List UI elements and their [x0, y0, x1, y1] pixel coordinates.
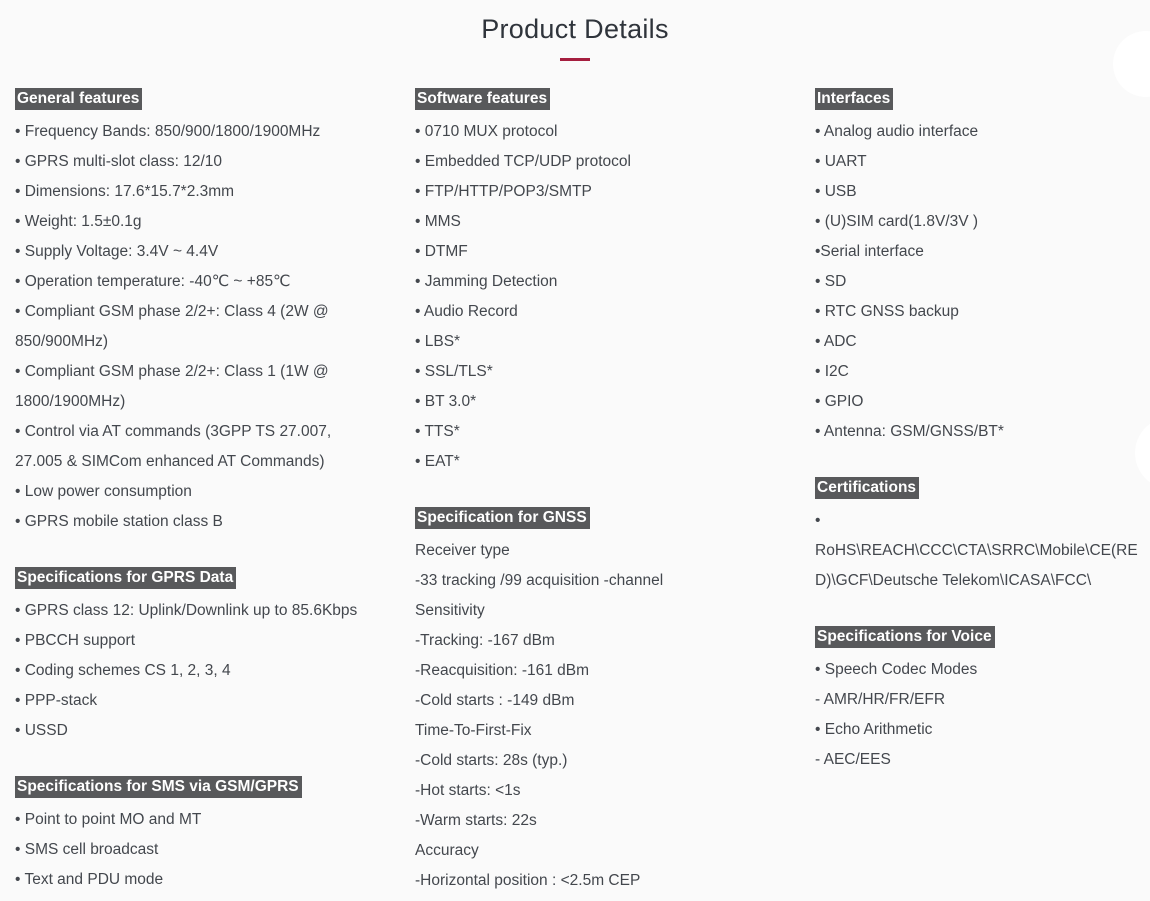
spec-item: -Reacquisition: -161 dBm [415, 662, 590, 679]
spec-section [415, 507, 800, 896]
spec-item: • PBCCH support [15, 632, 135, 649]
title-underline-accent [560, 58, 590, 61]
spec-item: • GPRS multi-slot class: 12/10 [15, 153, 222, 170]
spec-column-2 [415, 88, 815, 896]
section-header: Specifications for Voice [815, 626, 995, 648]
spec-item: • GPIO [815, 393, 864, 410]
spec-item: • UART [815, 153, 867, 170]
spec-item: • Frequency Bands: 850/900/1800/1900MHz [15, 123, 321, 140]
spec-item: • Antenna: GSM/GNSS/BT* [815, 423, 1004, 440]
spec-item: Accuracy [415, 842, 479, 859]
spec-section [815, 626, 1140, 775]
spec-item: Receiver type [415, 542, 510, 559]
spec-item: • PPP-stack [15, 692, 98, 709]
section-header: Specifications for GPRS Data [15, 567, 236, 589]
spec-item: • SMS cell broadcast [15, 841, 159, 858]
spec-column-3 [815, 88, 1140, 775]
section-header: Certifications [815, 477, 919, 499]
spec-item: -Tracking: -167 dBm [415, 632, 555, 649]
spec-item: • RTC GNSS backup [815, 303, 959, 320]
page-title: Product Details [481, 14, 669, 44]
spec-section [815, 477, 1140, 596]
spec-item: - AEC/EES [815, 751, 891, 768]
spec-item: • Compliant GSM phase 2/2+: Class 4 (2W @ 850/900MHz) [15, 303, 329, 350]
spec-item: • Control via AT commands (3GPP TS 27.007, 27.005 & SIMCom enhanced AT Commands) [15, 423, 332, 470]
section-header: Software features [415, 88, 550, 110]
spec-item: -Warm starts: 22s [415, 812, 537, 829]
spec-item: • Embedded TCP/UDP protocol [415, 153, 631, 170]
spec-item: Sensitivity [415, 602, 485, 619]
spec-item: -33 tracking /99 acquisition -channel [415, 572, 664, 589]
spec-columns-container [15, 88, 1150, 896]
spec-column-1 [15, 88, 415, 895]
section-header: Interfaces [815, 88, 893, 110]
spec-item: • GPRS class 12: Uplink/Downlink up to 85.6Kbps [15, 602, 358, 619]
spec-item: -Cold starts : -149 dBm [415, 692, 575, 709]
spec-item: -Hot starts: <1s [415, 782, 521, 799]
spec-item: • MMS [415, 213, 461, 230]
spec-item: • FTP/HTTP/POP3/SMTP [415, 183, 592, 200]
spec-item: • I2C [815, 363, 849, 380]
spec-section [15, 776, 370, 895]
spec-section [815, 88, 1140, 447]
spec-item: • Analog audio interface [815, 123, 979, 140]
spec-item: • TTS* [415, 423, 460, 440]
spec-item: • Operation temperature: -40℃ ~ +85℃ [15, 273, 291, 290]
spec-section [15, 88, 370, 537]
spec-item: • Dimensions: 17.6*15.7*2.3mm [15, 183, 235, 200]
spec-item: -Horizontal position : <2.5m CEP [415, 872, 641, 889]
spec-item: • Audio Record [415, 303, 518, 320]
spec-item: • USB [815, 183, 857, 200]
spec-item: -Cold starts: 28s (typ.) [415, 752, 568, 769]
spec-item: • EAT* [415, 453, 460, 470]
section-header: General features [15, 88, 142, 110]
spec-item: • GPRS mobile station class B [15, 513, 223, 530]
spec-section [415, 88, 800, 477]
spec-section [15, 567, 370, 746]
spec-item: • Echo Arithmetic [815, 721, 933, 738]
spec-item: • [815, 512, 821, 529]
spec-item: • USSD [15, 722, 68, 739]
spec-item: •Serial interface [815, 243, 924, 260]
spec-item: - AMR/HR/FR/EFR [815, 691, 946, 708]
spec-item: • BT 3.0* [415, 393, 477, 410]
spec-item: • Text and PDU mode [15, 871, 164, 888]
section-header: Specifications for SMS via GSM/GPRS [15, 776, 302, 798]
spec-item: • SSL/TLS* [415, 363, 493, 380]
spec-item: RoHS\REACH\CCC\CTA\SRRC\Mobile\CE(RED)\GCF\Deutsche Telekom\ICASA\FCC\ [815, 542, 1138, 589]
spec-item: • (U)SIM card(1.8V/3V ) [815, 213, 979, 230]
spec-item: • Low power consumption [15, 483, 192, 500]
section-header: Specification for GNSS [415, 507, 590, 529]
spec-item: • LBS* [415, 333, 461, 350]
spec-item: • Supply Voltage: 3.4V ~ 4.4V [15, 243, 219, 260]
spec-item: • Jamming Detection [415, 273, 558, 290]
spec-item: • 0710 MUX protocol [415, 123, 558, 140]
spec-item: • Compliant GSM phase 2/2+: Class 1 (1W @ 1800/1900MHz) [15, 363, 329, 410]
spec-item: • DTMF [415, 243, 468, 260]
spec-item: • Weight: 1.5±0.1g [15, 213, 142, 230]
spec-item: • SD [815, 273, 847, 290]
spec-item: Time-To-First-Fix [415, 722, 532, 739]
spec-item: • Speech Codec Modes [815, 661, 978, 678]
spec-item: • Coding schemes CS 1, 2, 3, 4 [15, 662, 231, 679]
spec-item: • Point to point MO and MT [15, 811, 202, 828]
spec-item: • ADC [815, 333, 857, 350]
